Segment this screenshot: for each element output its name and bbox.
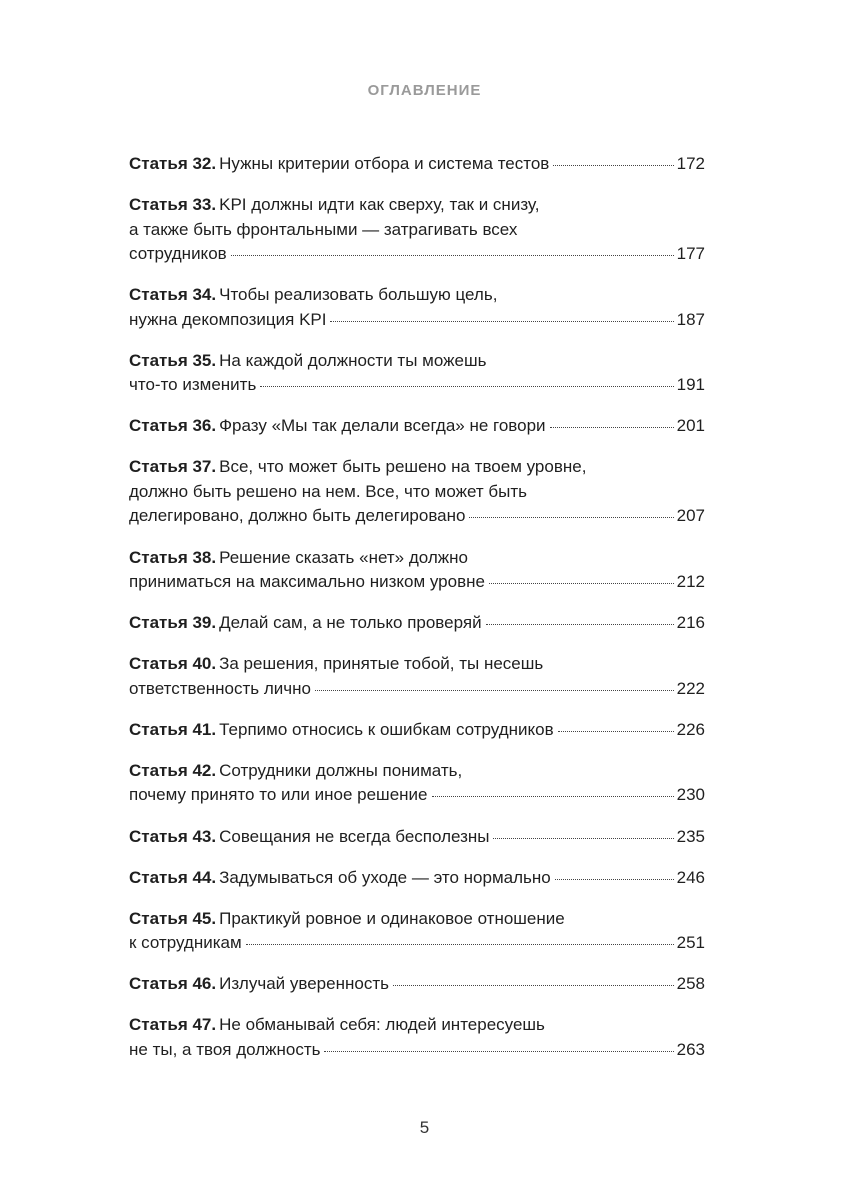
toc-page-number: 258	[676, 974, 705, 994]
toc-page-number: 201	[676, 416, 705, 436]
toc-entry-line	[129, 677, 705, 702]
toc-entry-text	[129, 285, 497, 304]
dot-leader	[315, 690, 674, 691]
toc-entry-title: сотрудников	[129, 244, 227, 264]
toc-entry-label: Статья 41.	[129, 719, 217, 739]
toc-entry-title: Излучай уверенность	[219, 974, 389, 994]
toc-entry	[129, 972, 705, 997]
toc-entry-line	[129, 783, 705, 808]
toc-entry	[129, 283, 705, 332]
toc-entry-text	[129, 972, 389, 997]
toc-entry-label: Статья 34.	[129, 285, 217, 305]
toc-entry-line	[129, 972, 705, 997]
dot-leader	[558, 731, 674, 732]
toc-entry-text	[129, 1015, 545, 1034]
toc-entry-line	[129, 283, 705, 308]
toc-entry-line	[129, 1038, 705, 1063]
toc-entry-text	[129, 718, 554, 743]
toc-entry-text	[129, 152, 549, 177]
toc-entry-title: а также быть фронтальными — затрагивать всех	[129, 219, 518, 239]
toc-page-number: 172	[676, 154, 705, 173]
toc-entry-text	[129, 482, 527, 501]
toc-entry-text	[129, 195, 539, 214]
toc-entry-line	[129, 414, 705, 439]
toc-entry	[129, 825, 705, 850]
toc-entry	[129, 759, 705, 808]
page-number: 5	[419, 1118, 430, 1137]
toc-page-number: 226	[676, 719, 705, 739]
toc-entry-title: Решение сказать «нет» должно	[219, 547, 468, 567]
toc-entry-title: Все, что может быть решено на твоем уровне,	[219, 457, 587, 477]
toc-entry-text	[129, 414, 546, 439]
toc-entry-line	[129, 866, 705, 891]
toc-entry-line	[129, 907, 705, 932]
dot-leader	[486, 624, 674, 625]
toc-entry-text	[129, 548, 468, 567]
toc-page-number: 216	[676, 613, 705, 633]
toc-entry-title: За решения, принятые тобой, ты несешь	[219, 654, 544, 674]
toc-entry-title: На каждой должности ты можешь	[219, 350, 487, 370]
toc-entry-title: почему принято то или иное решение	[129, 785, 428, 805]
toc-entry-text	[129, 504, 465, 529]
toc-entry	[129, 718, 705, 743]
toc-entry-text	[129, 611, 482, 636]
toc-entry-label: Статья 36.	[129, 416, 217, 436]
toc-entry-title: должно быть решено на нем. Все, что может быть	[129, 481, 527, 501]
toc-entry-line	[129, 242, 705, 267]
toc-entry-title: Терпимо относись к ошибкам сотрудников	[219, 719, 554, 739]
toc-entry	[129, 152, 705, 177]
toc-page-number: 177	[676, 244, 705, 264]
toc-entry	[129, 907, 705, 956]
dot-leader	[432, 796, 674, 797]
toc-entry-line	[129, 455, 705, 480]
toc-entry-text	[129, 242, 227, 267]
toc-entry-line	[129, 570, 705, 595]
toc-entry-label: Статья 44.	[129, 867, 217, 887]
toc-entry-line	[129, 825, 705, 850]
toc-entry-title: ответственность лично	[129, 678, 311, 698]
toc-page-number: 230	[676, 785, 705, 805]
dot-leader	[393, 985, 674, 986]
toc-entry-text	[129, 457, 586, 476]
toc-entry-label: Статья 42.	[129, 760, 217, 780]
toc-entry-line	[129, 931, 705, 956]
toc-entry-title: что-то изменить	[129, 375, 257, 395]
dot-leader	[324, 1051, 673, 1052]
toc-entry-text	[129, 1038, 320, 1063]
toc-entry-label: Статья 47.	[129, 1015, 217, 1035]
toc-entry-line	[129, 218, 705, 243]
toc-entry-text	[129, 825, 489, 850]
toc-page-number: 187	[676, 309, 705, 329]
toc-page-number: 212	[676, 572, 705, 592]
toc-entry-text	[129, 373, 256, 398]
toc-entry-line	[129, 193, 705, 218]
toc-entry-line	[129, 480, 705, 505]
toc-entry	[129, 455, 705, 529]
toc-page-number: 246	[676, 867, 705, 887]
toc-entry-label: Статья 46.	[129, 974, 217, 994]
dot-leader	[555, 879, 674, 880]
toc-entry-title: не ты, а твоя должность	[129, 1039, 321, 1059]
toc-entry-text	[129, 909, 565, 928]
table-of-contents	[129, 152, 705, 1079]
toc-entry-label: Статья 37.	[129, 457, 217, 477]
toc-entry-title: Чтобы реализовать большую цель,	[219, 285, 498, 305]
toc-entry-text	[129, 570, 485, 595]
toc-entry	[129, 193, 705, 267]
toc-entry-text	[129, 308, 326, 333]
toc-entry-text	[129, 654, 543, 673]
toc-entry-text	[129, 783, 428, 808]
toc-entry-label: Статья 45.	[129, 908, 217, 928]
toc-page-number: 251	[676, 933, 705, 953]
toc-entry-title: Фразу «Мы так делали всегда» не говори	[219, 416, 546, 436]
toc-entry-line	[129, 546, 705, 571]
toc-entry-label: Статья 35.	[129, 350, 217, 370]
toc-entry	[129, 1013, 705, 1062]
dot-leader	[231, 255, 674, 256]
dot-leader	[246, 944, 674, 945]
dot-leader	[550, 427, 674, 428]
toc-entry-title: приниматься на максимально низком уровне	[129, 572, 485, 592]
toc-entry-title: Не обманывай себя: людей интересуешь	[219, 1015, 545, 1035]
toc-page-number: 235	[676, 826, 705, 846]
toc-page-number: 191	[676, 375, 705, 395]
toc-entry-line	[129, 504, 705, 529]
page-header: ОГЛАВЛЕНИЕ	[367, 82, 482, 99]
toc-entry-title: Задумываться об уходе — это нормально	[219, 867, 551, 887]
toc-entry-line	[129, 373, 705, 398]
toc-entry-title: Делай сам, а не только проверяй	[219, 613, 482, 633]
toc-entry-line	[129, 308, 705, 333]
toc-entry	[129, 349, 705, 398]
toc-entry	[129, 866, 705, 891]
toc-entry-title: Совещания не всегда бесполезны	[219, 826, 490, 846]
toc-entry-title: Практикуй ровное и одинаковое отношение	[219, 908, 565, 928]
toc-entry-label: Статья 38.	[129, 547, 217, 567]
dot-leader	[469, 517, 673, 518]
toc-entry-line	[129, 349, 705, 374]
toc-entry-label: Статья 40.	[129, 654, 217, 674]
toc-page-number: 222	[676, 678, 705, 698]
dot-leader	[330, 321, 673, 322]
toc-entry-label: Статья 39.	[129, 613, 217, 633]
dot-leader	[489, 583, 674, 584]
dot-leader	[260, 386, 673, 387]
toc-page-number: 207	[676, 506, 705, 526]
toc-entry-text	[129, 931, 242, 956]
toc-entry-title: к сотрудникам	[129, 933, 242, 953]
toc-entry-line	[129, 652, 705, 677]
toc-entry-line	[129, 611, 705, 636]
toc-entry-label: Статья 32.	[129, 154, 217, 173]
toc-entry	[129, 611, 705, 636]
toc-entry-line	[129, 759, 705, 784]
toc-entry-text	[129, 761, 462, 780]
toc-entry-line	[129, 152, 705, 177]
toc-entry-text	[129, 351, 486, 370]
toc-entry-title: Сотрудники должны понимать,	[219, 760, 463, 780]
toc-entry-title: делегировано, должно быть делегировано	[129, 506, 466, 526]
toc-entry	[129, 414, 705, 439]
toc-entry-title: KPI должны идти как сверху, так и снизу,	[219, 195, 540, 215]
toc-entry-label: Статья 43.	[129, 826, 217, 846]
toc-entry-title: Нужны критерии отбора и система тестов	[219, 154, 550, 173]
toc-entry-line	[129, 1013, 705, 1038]
dot-leader	[493, 838, 673, 839]
dot-leader	[553, 165, 673, 166]
toc-entry-text	[129, 866, 551, 891]
toc-page-number: 263	[676, 1039, 705, 1059]
toc-entry	[129, 546, 705, 595]
toc-entry-label: Статья 33.	[129, 195, 217, 215]
toc-entry-title: нужна декомпозиция KPI	[129, 309, 327, 329]
toc-entry	[129, 652, 705, 701]
toc-entry-line	[129, 718, 705, 743]
toc-entry-text	[129, 220, 517, 239]
toc-entry-text	[129, 677, 311, 702]
